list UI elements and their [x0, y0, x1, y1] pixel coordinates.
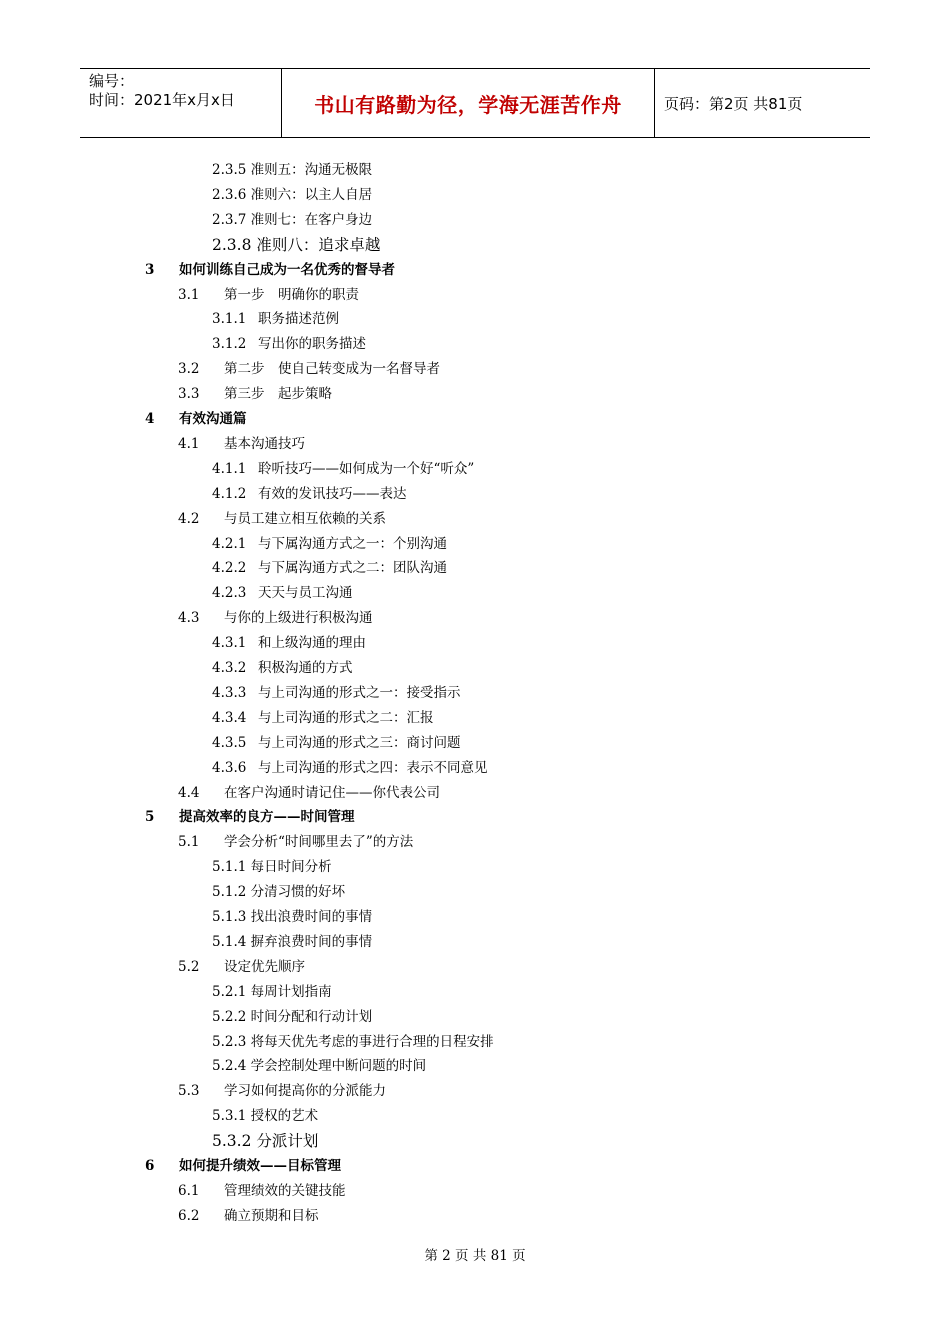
- toc-entry-number: 2.3.7: [212, 211, 247, 228]
- toc-entry-title: 学会控制处理中断问题的时间: [250, 1058, 427, 1075]
- toc-entry-title: 与员工建立相互依赖的关系: [224, 510, 386, 527]
- toc-entry-number: 5.3.2: [212, 1132, 252, 1151]
- toc-entry-number: 4.3: [178, 610, 200, 627]
- toc-entry-number: 5.1.2: [212, 884, 247, 901]
- header-motto-cell: [282, 69, 655, 137]
- toc-entry: [145, 258, 395, 283]
- toc-entry-title: 第二步 使自己转变成为一名督导者: [224, 361, 440, 378]
- toc-entry-title: 在客户沟通时请记住——你代表公司: [224, 784, 440, 801]
- toc-entry-title: 职务描述范例: [258, 311, 339, 328]
- toc-entry: [212, 980, 332, 1005]
- toc-entry-title: 摒弃浪费时间的事情: [250, 933, 373, 950]
- toc-entry-number: 4.1.1: [212, 460, 247, 477]
- toc-entry-title: 与上司沟通的形式之二：汇报: [258, 709, 434, 726]
- toc-entry-number: 4.3.6: [212, 759, 247, 776]
- toc-entry: [145, 1154, 341, 1179]
- toc-entry: [178, 382, 332, 407]
- toc-entry: [212, 731, 461, 756]
- toc-entry-title: 天天与员工沟通: [258, 585, 353, 602]
- toc-entry: [178, 357, 440, 382]
- toc-entry-title: 写出你的职务描述: [258, 336, 366, 353]
- toc-entry: [212, 1054, 426, 1079]
- toc-entry-number: 5.2.1: [212, 983, 247, 1000]
- header-motto: 书山有路勤为径，学海无涯苦作舟: [314, 92, 622, 117]
- toc-entry-title: 管理绩效的关键技能: [224, 1182, 346, 1199]
- toc-entry: [212, 208, 372, 233]
- toc-entry-number: 2.3.5: [212, 162, 247, 178]
- toc-entry: [178, 507, 386, 532]
- toc-entry: [212, 556, 447, 581]
- toc-entry: [212, 706, 434, 731]
- toc-entry: [178, 283, 359, 308]
- toc-entry: [212, 1005, 372, 1030]
- toc-entry-number: 5.1.3: [212, 909, 247, 925]
- toc-entry: [212, 656, 353, 681]
- toc-entry-title: 将每天优先考虑的事进行合理的日程安排: [250, 1033, 494, 1050]
- header-page-cell: [655, 69, 870, 137]
- toc-entry-number: 3.1.2: [212, 336, 247, 353]
- toc-entry-title: 分清习惯的好坏: [250, 884, 346, 901]
- toc-entry-number: 5.3.1: [212, 1108, 247, 1125]
- toc-entry-number: 4.2.1: [212, 535, 247, 552]
- toc-entry: [212, 631, 366, 656]
- toc-entry: [212, 532, 447, 557]
- toc-entry: [212, 457, 474, 482]
- toc-entry-title: 积极沟通的方式: [258, 660, 353, 676]
- toc-entry-number: 5.1.4: [212, 933, 247, 950]
- toc-entry-title: 与下属沟通方式之二：团队沟通: [258, 560, 447, 577]
- toc-entry-number: 5.3: [178, 1083, 200, 1100]
- toc-entry-number: 2.3.8: [212, 235, 252, 254]
- toc-entry-title: 与下属沟通方式之一：个别沟通: [258, 535, 447, 552]
- toc-entry-title: 与你的上级进行积极沟通: [224, 610, 373, 627]
- toc-entry: [212, 930, 372, 955]
- toc-entry: [212, 482, 407, 507]
- toc-entry-title: 设定优先顺序: [224, 958, 305, 975]
- toc-entry-number: 3.3: [178, 386, 200, 403]
- toc-entry-number: 4.3.1: [212, 635, 247, 652]
- toc-entry-number: 5.1: [178, 834, 200, 851]
- toc-entry: [212, 880, 345, 905]
- toc-entry-title: 和上级沟通的理由: [258, 635, 366, 652]
- toc-entry: [212, 756, 488, 781]
- header-left-cell: [80, 69, 282, 137]
- toc-entry-title: 如何训练自己成为一名优秀的督导者: [179, 261, 395, 278]
- toc-entry-title: 准则八：追求卓越: [256, 235, 381, 254]
- toc-entry-title: 准则五：沟通无极限: [250, 162, 373, 178]
- page-footer: [0, 1246, 950, 1266]
- toc-entry-number: 4.3.2: [212, 660, 247, 676]
- toc-entry-title: 找出浪费时间的事情: [250, 909, 373, 925]
- toc-entry-number: 6: [145, 1158, 155, 1174]
- toc-entry: [145, 805, 355, 830]
- toc-entry: [212, 158, 372, 183]
- toc-entry: [212, 681, 461, 706]
- toc-entry-title: 有效沟通篇: [179, 411, 247, 427]
- toc-entry-number: 4.3.3: [212, 684, 247, 701]
- toc-entry-number: 5: [145, 809, 155, 826]
- toc-entry: [212, 581, 353, 606]
- page-footer-text: 第 2 页 共 81 页: [424, 1248, 526, 1264]
- toc-entry: [212, 855, 332, 880]
- toc-entry-title: 第一步 明确你的职责: [224, 286, 359, 303]
- toc-entry-title: 与上司沟通的形式之三：商讨问题: [258, 734, 461, 751]
- toc-entry-title: 分派计划: [256, 1132, 319, 1151]
- toc-entry-number: 4.1.2: [212, 485, 247, 502]
- toc-entry: [145, 407, 247, 432]
- toc-entry-title: 与上司沟通的形式之四：表示不同意见: [258, 759, 488, 776]
- toc-entry-number: 4.2.2: [212, 560, 247, 577]
- toc-entry: [178, 432, 305, 457]
- toc-entry: [212, 1030, 494, 1055]
- toc-entry-title: 确立预期和目标: [224, 1207, 319, 1224]
- toc-entry-title: 每周计划指南: [250, 983, 332, 1000]
- toc-entry-title: 聆听技巧——如何成为一个好“听众”: [258, 460, 475, 477]
- toc-entry-number: 3.2: [178, 361, 200, 378]
- toc-entry-title: 学会分析“时间哪里去了”的方法: [224, 834, 414, 851]
- toc-entry-title: 授权的艺术: [250, 1108, 319, 1125]
- toc-entry-number: 6.2: [178, 1207, 200, 1224]
- toc-entry-title: 第三步 起步策略: [224, 386, 332, 403]
- toc-entry-title: 学习如何提高你的分派能力: [224, 1083, 386, 1100]
- toc-entry: [178, 781, 440, 806]
- toc-entry-number: 3.1: [178, 286, 200, 303]
- toc-entry-title: 与上司沟通的形式之一：接受指示: [258, 684, 461, 701]
- toc-entry-number: 4.2.3: [212, 585, 247, 602]
- toc-entry: [178, 1079, 386, 1104]
- toc-entry: [178, 955, 305, 980]
- document-number-label: 编号：: [89, 72, 135, 90]
- toc-entry: [212, 332, 366, 357]
- toc-entry-title: 基本沟通技巧: [224, 435, 305, 452]
- toc-entry-title: 准则六：以主人自居: [250, 186, 373, 203]
- toc-entry-number: 4: [145, 411, 155, 427]
- toc-entry-number: 4.2: [178, 510, 200, 527]
- toc-entry-title: 有效的发讯技巧——表达: [258, 485, 407, 502]
- toc-entry-number: 4.3.5: [212, 734, 247, 751]
- toc-entry-number: 4.3.4: [212, 709, 247, 726]
- toc-entry: [178, 1204, 319, 1229]
- toc-entry-number: 5.2.4: [212, 1058, 247, 1075]
- toc-entry: [212, 183, 372, 208]
- toc-entry-number: 5.2.2: [212, 1008, 247, 1025]
- toc-entry: [212, 1129, 318, 1154]
- page-header: [80, 68, 870, 138]
- toc-entry-number: 6.1: [178, 1182, 200, 1199]
- document-date-label: 时间：2021年x月x日: [89, 91, 235, 109]
- toc-entry: [178, 606, 373, 631]
- toc-entry: [178, 1179, 346, 1204]
- toc-entry-title: 时间分配和行动计划: [250, 1008, 373, 1025]
- toc-entry-number: 3.1.1: [212, 311, 247, 328]
- toc-entry: [212, 233, 380, 258]
- toc-entry: [212, 307, 339, 332]
- toc-entry-title: 如何提升绩效——目标管理: [179, 1158, 341, 1174]
- toc-entry-number: 5.2: [178, 958, 200, 975]
- toc-entry-number: 2.3.6: [212, 186, 247, 203]
- toc-entry-number: 4.1: [178, 435, 200, 452]
- toc-entry-number: 4.4: [178, 784, 200, 801]
- header-page-number: 页码：第2页 共81页: [664, 94, 803, 113]
- toc-entry-title: 提高效率的良方——时间管理: [179, 809, 355, 826]
- toc-entry: [212, 1104, 318, 1129]
- toc-entry-title: 准则七：在客户身边: [250, 211, 373, 228]
- toc-entry: [178, 830, 413, 855]
- toc-entry-number: 3: [145, 261, 155, 278]
- toc-entry-number: 5.1.1: [212, 859, 247, 876]
- toc-entry: [212, 905, 372, 930]
- toc-entry-number: 5.2.3: [212, 1033, 247, 1050]
- toc-entry-title: 每日时间分析: [250, 859, 332, 876]
